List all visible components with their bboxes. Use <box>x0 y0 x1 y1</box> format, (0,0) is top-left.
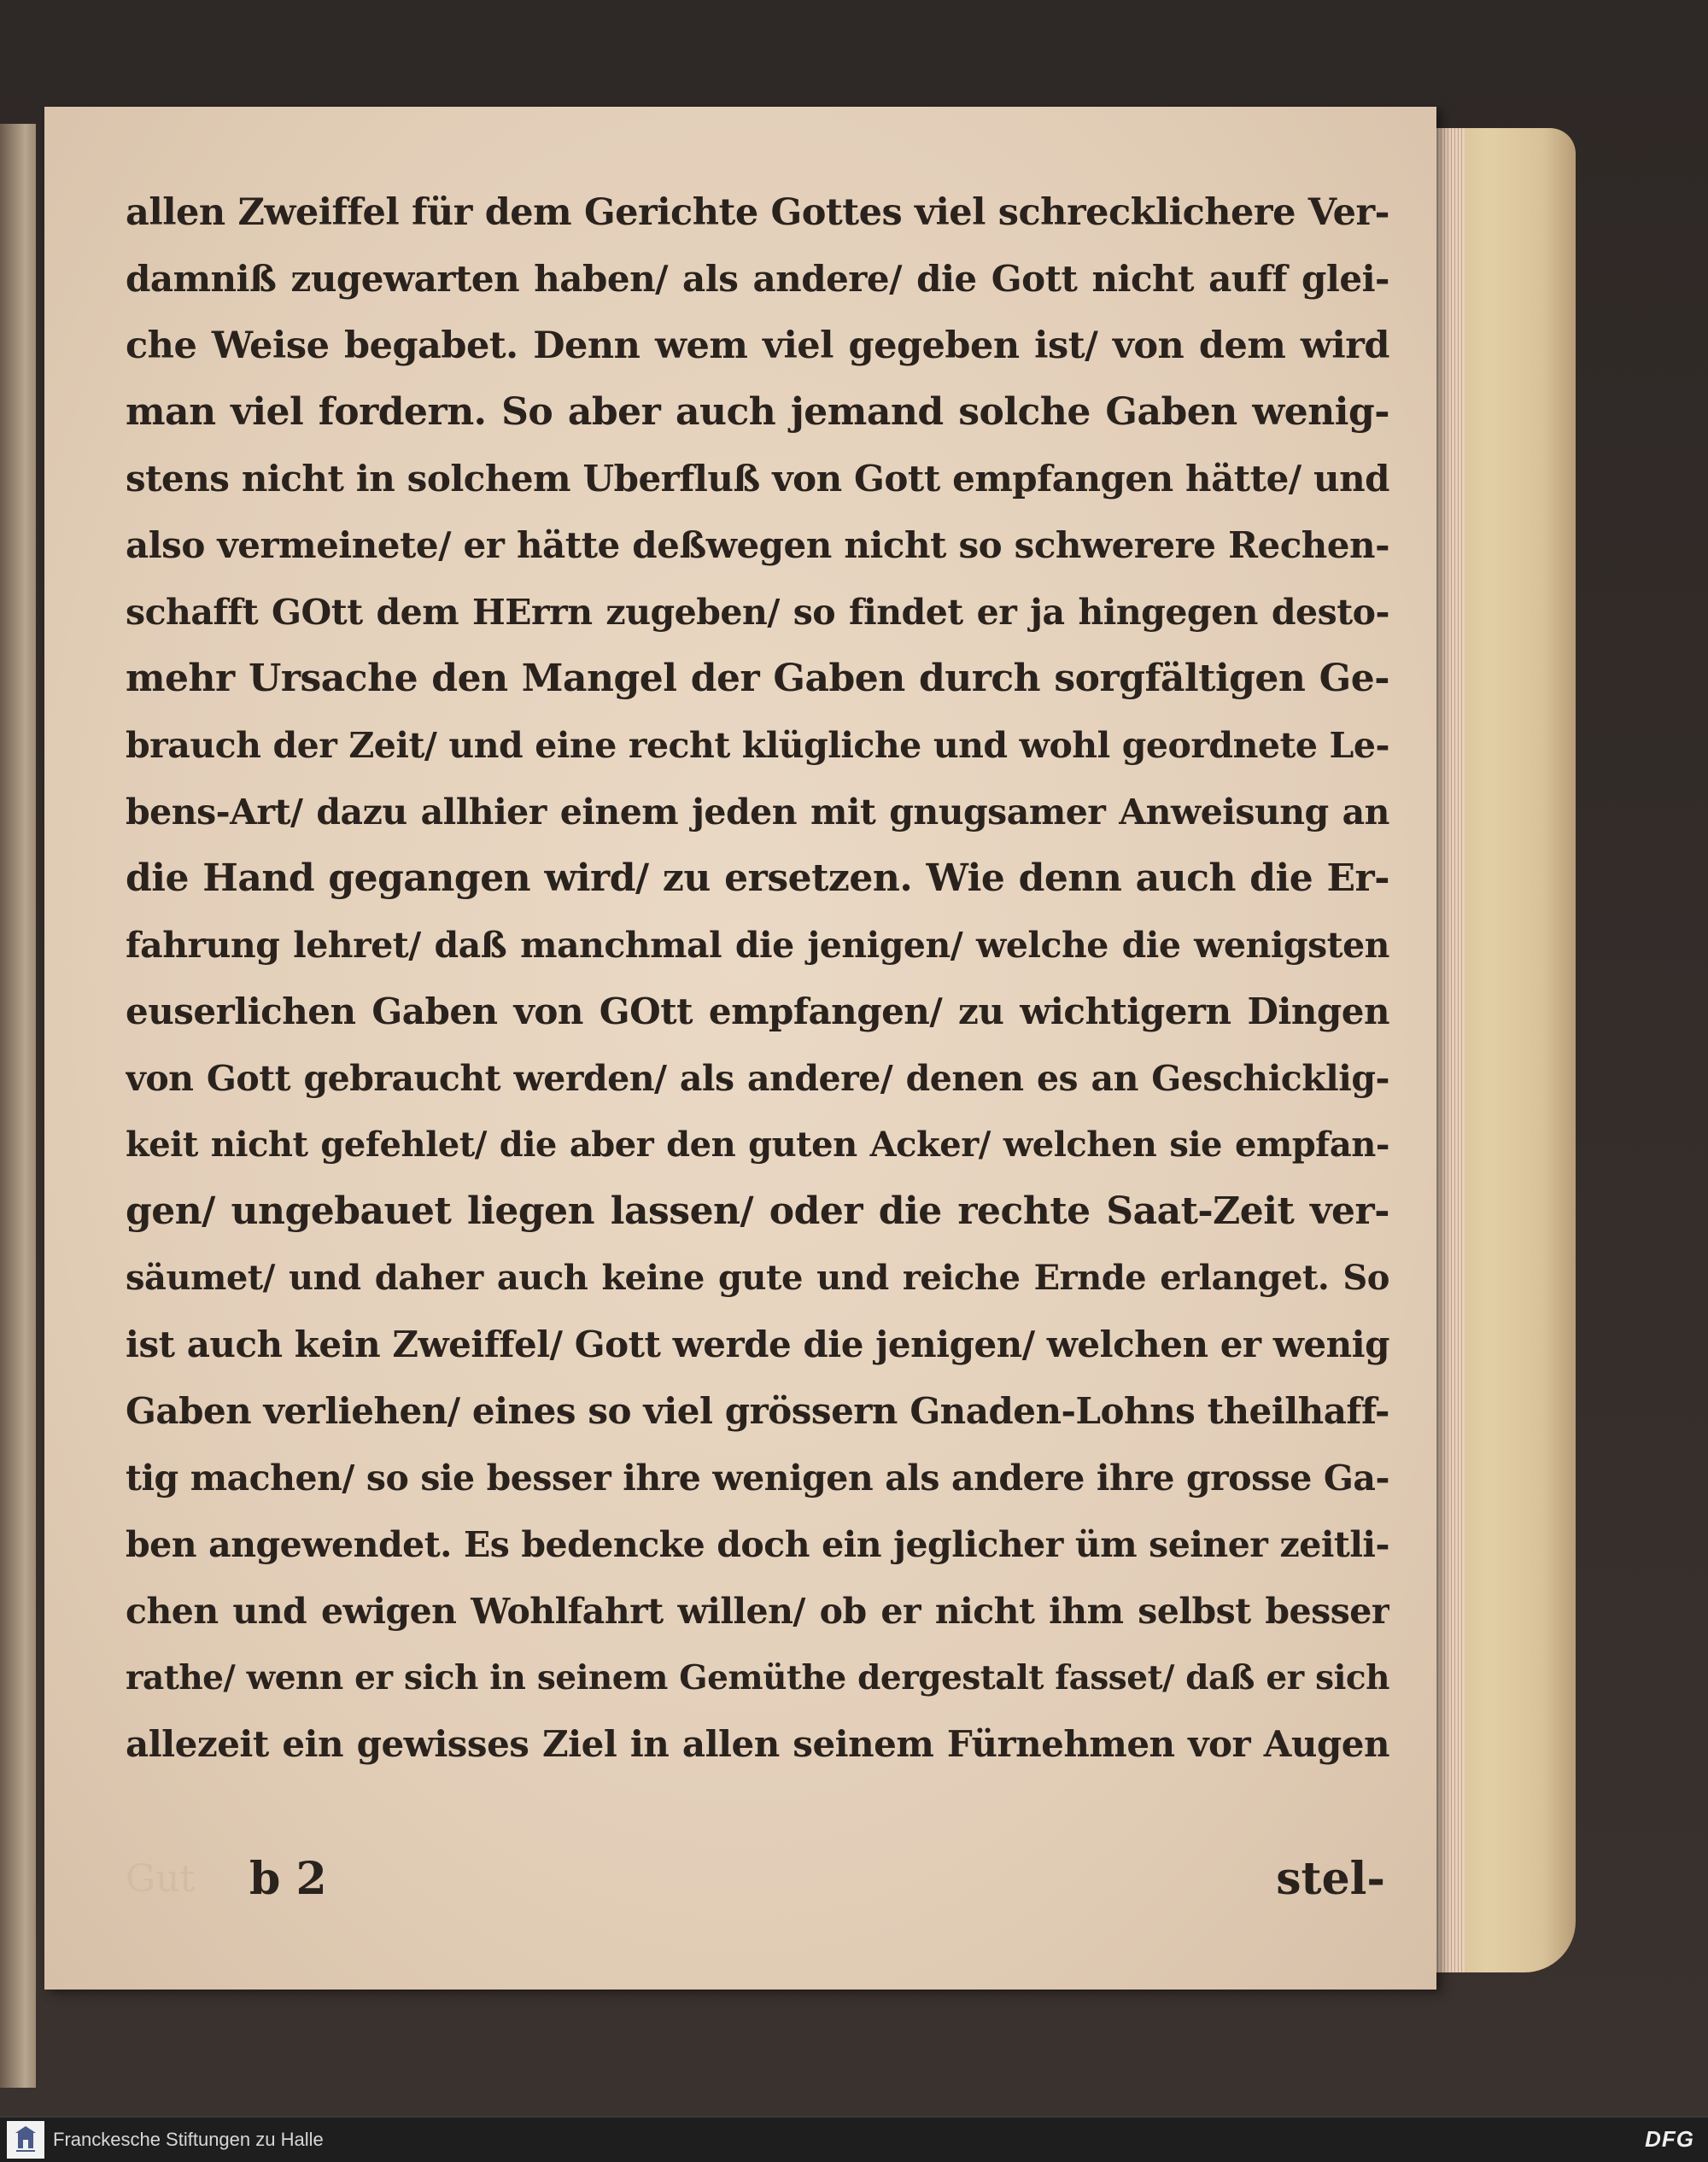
text-line: euserlichen Gaben von GOtt empfangen/ zu wichtigern Dingen <box>126 990 1389 1032</box>
bleed-through-text: Gut <box>126 1857 196 1901</box>
book-page <box>44 107 1436 1990</box>
text-line: also vermeinete/ er hätte deßwegen nicht so schwerere Rechen- <box>126 524 1389 566</box>
text-line: allen Zweiffel für dem Gerichte Gottes viel schrecklichere Ver- <box>126 191 1389 234</box>
text-line: schafft GOtt dem HErrn zugeben/ so findet er ja hingegen desto- <box>126 592 1389 633</box>
body-text <box>126 179 1389 1778</box>
text-line: ben angewendet. Es bedencke doch ein jeglicher üm seiner zeitli- <box>126 1524 1389 1565</box>
text-line: damniß zugewarten haben/ als andere/ die Gott nicht auff glei- <box>126 258 1389 300</box>
text-line: die Hand gegangen wird/ zu ersetzen. Wie denn auch die Er- <box>126 856 1389 900</box>
catchword: stel- <box>1276 1853 1385 1905</box>
institution-name: Franckesche Stiftungen zu Halle <box>53 2129 324 2150</box>
text-line: bens-Art/ dazu allhier einem jeden mit gnugsamer Anweisung an <box>126 792 1389 833</box>
text-line: mehr Ursache den Mangel der Gaben durch sorgfältigen Ge- <box>126 657 1389 700</box>
text-line: säumet/ und daher auch keine gute und reiche Ernde erlanget. So <box>126 1258 1389 1298</box>
text-line: ist auch kein Zweiffel/ Gott werde die jenigen/ welchen er wenig <box>126 1323 1389 1365</box>
institution-logo-icon <box>7 2121 44 2159</box>
text-line: allezeit ein gewisses Ziel in allen seinem Fürnehmen vor Augen <box>126 1723 1389 1765</box>
text-line: stens nicht in solchem Uberfluß von Gott empfangen hätte/ und <box>126 458 1389 500</box>
text-line: von Gott gebraucht werden/ als andere/ denen es an Geschicklig- <box>126 1058 1389 1099</box>
text-line: keit nicht gefehlet/ die aber den guten Acker/ welchen sie empfan- <box>126 1125 1389 1165</box>
dfg-logo: DFG <box>1645 2126 1694 2152</box>
text-line: Gaben verliehen/ eines so viel grössern Gnaden-Lohns theilhaff- <box>126 1390 1389 1432</box>
text-line: fahrung lehret/ daß manchmal die jenigen/ welche die wenigsten <box>126 925 1389 966</box>
left-page-edge <box>0 124 36 2088</box>
text-line: che Weise begabet. Denn wem viel gegeben ist/ von dem wird <box>126 324 1389 367</box>
text-line: man viel fordern. So aber auch jemand solche Gaben wenig- <box>126 390 1389 434</box>
text-line: chen und ewigen Wohlfahrt willen/ ob er nicht ihm selbst besser <box>126 1591 1389 1632</box>
text-line: tig machen/ so sie besser ihre wenigen als andere ihre grosse Ga- <box>126 1458 1389 1499</box>
text-line: gen/ ungebauet liegen lassen/ oder die rechte Saat-Zeit ver- <box>126 1189 1389 1233</box>
signature-mark: b 2 <box>249 1853 327 1905</box>
text-line: brauch der Zeit/ und eine recht klügliche und wohl geordnete Le- <box>126 725 1389 766</box>
text-line: rathe/ wenn er sich in seinem Gemüthe dergestalt fasset/ daß er sich <box>126 1658 1389 1697</box>
viewer-footer <box>0 2116 1708 2162</box>
